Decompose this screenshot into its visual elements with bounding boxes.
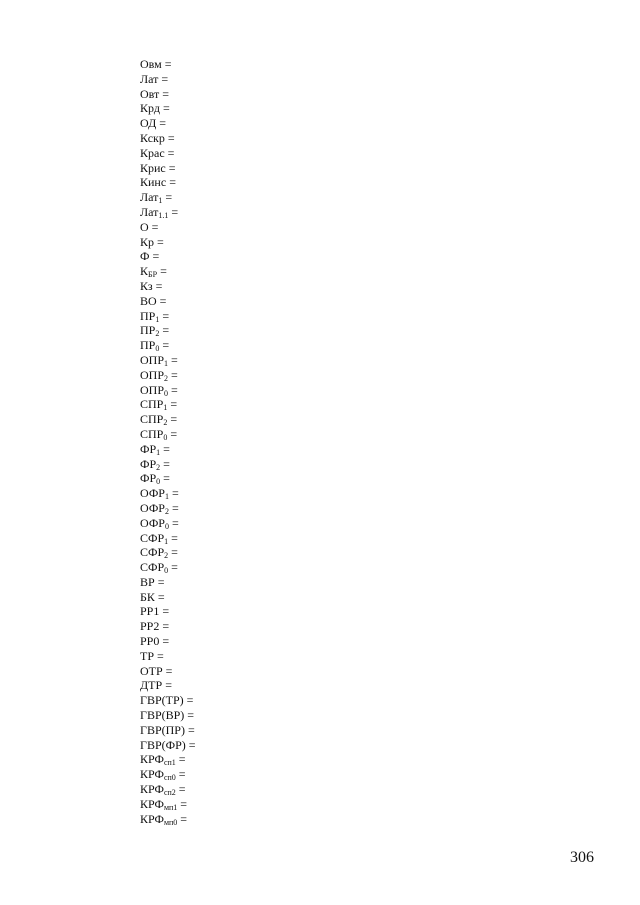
formula-line (140, 279, 196, 294)
formula-line (140, 161, 196, 176)
formula-subscript: БР (148, 270, 158, 280)
formula-symbol: РР0 (140, 634, 160, 649)
equals-sign: = (177, 796, 188, 811)
formula-symbol: РР1 (140, 604, 160, 619)
formula-line (140, 471, 196, 486)
equals-sign: = (168, 545, 178, 560)
formula-symbol: ДТР (140, 678, 163, 693)
equals-sign: = (168, 500, 179, 515)
formula-line (140, 545, 196, 560)
formula-symbol: ФР (140, 441, 157, 456)
formula-symbol: ПР (140, 323, 156, 338)
equals-sign: = (168, 486, 179, 501)
formula-line (140, 131, 196, 146)
formula-subscript: 1 (164, 358, 169, 368)
formula-symbol: ФР (140, 456, 157, 471)
equals-sign: = (168, 560, 178, 575)
equals-sign: = (167, 426, 178, 441)
equals-sign: = (159, 619, 170, 634)
formula-line (140, 190, 196, 205)
equals-sign: = (156, 116, 167, 131)
formula-symbol: ОФР (140, 500, 165, 515)
formula-line (140, 782, 196, 797)
formula-subscript: мп0 (163, 817, 178, 827)
formula-line (140, 575, 196, 590)
formula-symbol: СПР (140, 412, 164, 427)
formula-line (140, 397, 196, 412)
equals-sign: = (184, 722, 195, 737)
formula-subscript: 2 (156, 462, 161, 472)
equals-sign: = (162, 678, 172, 693)
equals-sign: = (164, 130, 175, 145)
formula-symbol: Овт (140, 86, 160, 101)
formula-line (140, 412, 196, 427)
equals-sign: = (154, 648, 164, 663)
formula-line (140, 249, 196, 264)
formula-line (140, 87, 196, 102)
formula-symbol: ГВР(ФР) (140, 737, 186, 752)
formula-line (140, 560, 196, 575)
formula-line (140, 634, 196, 649)
formula-symbol: Кз (140, 278, 153, 293)
formula-symbol: К (140, 264, 149, 279)
equals-sign: = (157, 264, 167, 279)
equals-sign: = (159, 308, 170, 323)
formula-subscript: 1 (158, 196, 163, 206)
formula-subscript: 1 (163, 403, 168, 413)
formula-symbol: Лат (140, 204, 159, 219)
formula-symbol: Овм (140, 57, 162, 71)
formula-subscript: сп2 (163, 788, 176, 798)
formula-symbol: СФР (140, 560, 165, 575)
equals-sign: = (162, 190, 173, 205)
formula-line (140, 235, 196, 250)
formula-symbol: Ф (140, 249, 150, 264)
equals-sign: = (159, 323, 170, 338)
formula-subscript: 2 (164, 373, 169, 383)
equals-sign: = (177, 811, 188, 826)
equals-sign: = (149, 249, 160, 264)
formula-line (140, 531, 196, 546)
formula-symbol: О (140, 219, 149, 234)
formula-subscript: 0 (163, 432, 168, 442)
formula-subscript: 1 (164, 492, 169, 502)
equals-sign: = (166, 175, 176, 190)
formula-line (140, 501, 196, 516)
formula-symbol: ФР (140, 471, 157, 486)
formula-symbol: ОТР (140, 663, 163, 678)
formula-symbol: Лат (140, 190, 159, 205)
formula-symbol: КРФ (140, 782, 164, 797)
formula-subscript: сп1 (163, 758, 176, 768)
formula-list (140, 57, 196, 826)
formula-symbol: ОПР (140, 367, 165, 382)
formula-symbol: КРФ (140, 796, 164, 811)
formula-line (140, 205, 196, 220)
formula-line (140, 146, 196, 161)
equals-sign: = (168, 515, 179, 530)
formula-line (140, 664, 196, 679)
equals-sign: = (159, 338, 170, 353)
formula-subscript: 1 (156, 447, 161, 457)
equals-sign: = (165, 160, 176, 175)
formula-symbol: ТР (140, 648, 155, 663)
formula-symbol: СФР (140, 530, 165, 545)
formula-subscript: 2 (155, 329, 160, 339)
formula-subscript: 1 (155, 314, 160, 324)
formula-symbol: Кинс (140, 175, 167, 190)
equals-sign: = (167, 397, 178, 412)
formula-symbol: ПР (140, 308, 156, 323)
equals-sign: = (159, 101, 170, 116)
formula-line (140, 516, 196, 531)
formula-line (140, 812, 196, 827)
formula-line (140, 175, 196, 190)
formula-symbol: КРФ (140, 811, 164, 826)
formula-symbol: РР2 (140, 619, 160, 634)
formula-line (140, 323, 196, 338)
formula-symbol: ВР (140, 574, 155, 589)
formula-subscript: 1 (164, 536, 169, 546)
formula-line (140, 723, 196, 738)
formula-subscript: 0 (155, 344, 160, 354)
formula-line (140, 427, 196, 442)
formula-symbol: ВО (140, 293, 157, 308)
formula-symbol: КРФ (140, 752, 164, 767)
formula-line (140, 309, 196, 324)
formula-line (140, 353, 196, 368)
formula-symbol: Крас (140, 145, 165, 160)
equals-sign: = (154, 234, 164, 249)
formula-symbol: Крд (140, 101, 160, 116)
formula-line (140, 752, 196, 767)
formula-symbol: Кр (140, 234, 155, 249)
formula-line (140, 368, 196, 383)
equals-sign: = (175, 767, 186, 782)
formula-line (140, 57, 196, 72)
formula-symbol: Кскр (140, 130, 165, 145)
formula-subscript: мп1 (163, 802, 178, 812)
formula-line (140, 649, 196, 664)
formula-line (140, 72, 196, 87)
equals-sign: = (168, 204, 179, 219)
equals-sign: = (175, 782, 186, 797)
formula-symbol: ОД (140, 116, 157, 131)
equals-sign: = (168, 367, 178, 382)
formula-line (140, 767, 196, 782)
equals-sign: = (161, 57, 172, 71)
formula-subscript: сп0 (163, 773, 176, 783)
formula-line (140, 220, 196, 235)
formula-line (140, 693, 196, 708)
formula-line (140, 383, 196, 398)
formula-symbol: Крис (140, 160, 166, 175)
formula-line (140, 486, 196, 501)
equals-sign: = (148, 219, 159, 234)
formula-symbol: ОПР (140, 352, 165, 367)
formula-symbol: ОПР (140, 382, 165, 397)
equals-sign: = (184, 708, 195, 723)
formula-line (140, 264, 196, 279)
formula-subscript: 2 (163, 418, 168, 428)
equals-sign: = (156, 293, 167, 308)
equals-sign: = (160, 456, 170, 471)
formula-line (140, 294, 196, 309)
formula-line (140, 116, 196, 131)
formula-subscript: 2 (164, 551, 169, 561)
equals-sign: = (168, 530, 178, 545)
formula-line (140, 604, 196, 619)
formula-symbol: СПР (140, 426, 164, 441)
equals-sign: = (160, 471, 170, 486)
equals-sign: = (160, 441, 170, 456)
formula-subscript: 2 (164, 506, 169, 516)
formula-line (140, 442, 196, 457)
formula-symbol: СФР (140, 545, 165, 560)
formula-symbol: СПР (140, 397, 164, 412)
formula-symbol: Лат (140, 71, 159, 86)
equals-sign: = (175, 752, 186, 767)
formula-symbol: ОФР (140, 515, 165, 530)
formula-line (140, 101, 196, 116)
formula-symbol: ПР (140, 338, 156, 353)
formula-symbol: ГВР(ПР) (140, 722, 185, 737)
equals-sign: = (159, 634, 170, 649)
formula-symbol: ГВР(ВР) (140, 708, 185, 723)
formula-symbol: КРФ (140, 767, 164, 782)
formula-line (140, 457, 196, 472)
formula-line (140, 738, 196, 753)
equals-sign: = (167, 412, 178, 427)
formula-line (140, 797, 196, 812)
equals-sign: = (154, 574, 165, 589)
formula-symbol: БК (140, 589, 155, 604)
formula-subscript: 0 (156, 477, 161, 487)
equals-sign: = (159, 604, 170, 619)
formula-line (140, 590, 196, 605)
equals-sign: = (185, 737, 196, 752)
formula-subscript: 0 (164, 521, 169, 531)
formula-symbol: ГВР(ТР) (140, 693, 184, 708)
formula-line (140, 708, 196, 723)
equals-sign: = (154, 589, 165, 604)
equals-sign: = (152, 278, 163, 293)
page-number: 306 (570, 849, 594, 866)
equals-sign: = (168, 382, 178, 397)
formula-line (140, 619, 196, 634)
equals-sign: = (159, 86, 170, 101)
equals-sign: = (162, 663, 173, 678)
equals-sign: = (164, 145, 175, 160)
formula-line (140, 678, 196, 693)
formula-subscript: 0 (164, 388, 169, 398)
formula-subscript: 0 (164, 566, 169, 576)
formula-symbol: ОФР (140, 486, 165, 501)
formula-subscript: 1.1 (158, 210, 169, 220)
equals-sign: = (168, 352, 178, 367)
equals-sign: = (158, 71, 169, 86)
formula-line (140, 338, 196, 353)
equals-sign: = (183, 693, 194, 708)
